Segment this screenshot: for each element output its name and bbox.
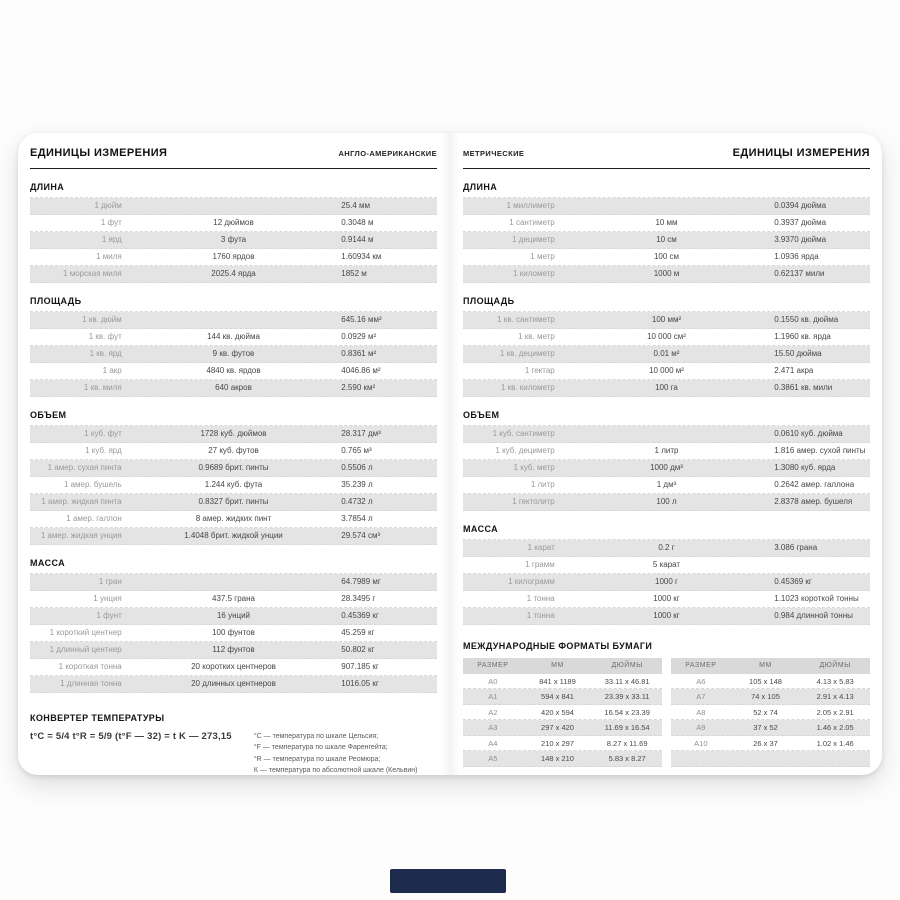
unit-value: 0.9144 м	[341, 235, 374, 244]
unit-equivalent: 0.8327 брит. пинты	[198, 497, 269, 506]
paper-cell: 841 х 1189	[539, 676, 576, 686]
unit-equivalent	[565, 198, 769, 214]
left-page-header	[30, 147, 437, 169]
table-row	[30, 443, 437, 460]
paper-row	[463, 674, 662, 690]
unit-equivalent: 1.4048 брит. жидкой унции	[184, 531, 283, 540]
table-row	[30, 329, 437, 346]
paper-cell: A0	[488, 676, 498, 686]
unit-name: 1 амер. жидкая пинта	[41, 497, 122, 506]
unit-value: 2.471 акра	[774, 366, 814, 375]
table-row	[463, 540, 870, 557]
unit-value: 4046.86 м²	[341, 366, 381, 375]
table-row	[463, 494, 870, 511]
section-title: ОБЪЕМ	[30, 410, 67, 420]
table-row	[463, 557, 870, 574]
unit-name: 1 гектар	[524, 366, 555, 375]
paper-cell: A4	[488, 738, 498, 748]
paper-cell: 33.11 х 46.81	[604, 676, 650, 686]
unit-equivalent: 5 карат	[652, 560, 681, 569]
table-row	[30, 511, 437, 528]
paper-cell: 1.46 х 2.05	[816, 723, 854, 732]
unit-table	[30, 197, 437, 283]
unit-value: 0.5506 л	[341, 463, 373, 472]
paper-formats-title: МЕЖДУНАРОДНЫЕ ФОРМАТЫ БУМАГИ	[463, 641, 653, 651]
paper-row	[671, 751, 870, 767]
temp-legend-line: °C — температура по шкале Цельсия;	[253, 733, 379, 740]
section-title: ПЛОЩАДЬ	[30, 296, 82, 306]
unit-equivalent: 10 мм	[655, 218, 678, 227]
unit-value: 1016.05 кг	[341, 679, 379, 688]
temp-legend-line: °R — температура по шкале Реомюра;	[253, 755, 381, 763]
table-row	[463, 249, 870, 266]
paper-row	[463, 689, 662, 705]
paper-formats-section	[463, 641, 870, 767]
paper-row	[671, 736, 870, 752]
unit-value: 1.816 амер. сухой пинты	[774, 446, 866, 455]
unit-name: 1 куб. метр	[513, 463, 555, 472]
paper-cell: 297 х 420	[541, 723, 574, 732]
paper-header-cell: ММ	[759, 662, 772, 669]
paper-cell: A8	[696, 707, 706, 717]
unit-name: 1 кв. километр	[500, 383, 555, 392]
paper-header-cell: ДЮЙМЫ	[611, 662, 643, 669]
unit-value: 0.3048 м	[341, 218, 374, 227]
paper-cell: A2	[488, 707, 498, 717]
unit-value: 0.4732 л	[341, 497, 373, 506]
notebook-spread	[18, 133, 882, 775]
paper-cell: 37 х 52	[753, 723, 778, 732]
paper-cell: 11.69 х 16.54	[604, 723, 650, 732]
unit-name: 1 миля	[96, 252, 122, 261]
unit-value: 0.1550 кв. дюйма	[774, 315, 839, 324]
table-row	[30, 266, 437, 283]
section	[463, 524, 870, 625]
section	[463, 410, 870, 511]
unit-value: 0.2642 амер. галлона	[774, 480, 855, 489]
unit-name: 1 гектолитр	[512, 497, 555, 506]
unit-equivalent: 100 фунтов	[212, 628, 255, 637]
paper-cell: 4.13 х 5.83	[816, 676, 854, 686]
unit-table	[30, 425, 437, 545]
temp-legend	[254, 731, 437, 776]
unit-equivalent: 1728 куб. дюймов	[200, 429, 267, 438]
paper-cell: A7	[696, 692, 706, 701]
table-row	[30, 625, 437, 642]
section-title: ДЛИНА	[30, 182, 65, 192]
unit-table	[463, 539, 870, 625]
paper-header-cell: ММ	[551, 662, 564, 669]
paper-row	[463, 751, 662, 767]
unit-value: 3.9370 дюйма	[774, 235, 827, 244]
paper-cell: 420 х 594	[541, 707, 574, 717]
unit-value: 1.0936 ярда	[774, 252, 819, 261]
paper-cell: 52 х 74	[753, 707, 778, 717]
unit-name: 1 куб. ярд	[85, 446, 122, 455]
table-row	[30, 249, 437, 266]
unit-equivalent: 20 длинных центнеров	[191, 679, 276, 688]
temp-converter-body	[30, 731, 437, 776]
table-row	[463, 443, 870, 460]
unit-value: 0.0610 куб. дюйма	[774, 429, 843, 438]
unit-value: 907.185 кг	[341, 662, 379, 671]
unit-value: 1.1023 короткой тонны	[774, 594, 859, 603]
table-row	[463, 266, 870, 283]
table-row	[30, 591, 437, 608]
paper-cell	[671, 751, 731, 766]
table-row	[463, 426, 870, 443]
unit-equivalent	[132, 574, 336, 590]
unit-name: 1 гран	[98, 577, 122, 586]
table-row	[463, 380, 870, 397]
table-row	[463, 232, 870, 249]
paper-header-cell: РАЗМЕР	[685, 662, 717, 669]
unit-value: 29.574 см³	[341, 531, 381, 540]
unit-value	[768, 557, 870, 573]
unit-name: 1 километр	[513, 269, 555, 278]
temp-formula: t°C = 5/4 t°R = 5/9 (t°F — 32) = t K — 273,15	[30, 731, 232, 742]
unit-name: 1 тонна	[526, 611, 555, 620]
paper-cell: 26 х 37	[753, 738, 778, 748]
paper-cell: 16.54 х 23.39	[604, 707, 650, 717]
table-row	[463, 477, 870, 494]
unit-equivalent: 2025.4 ярда	[211, 269, 256, 278]
unit-equivalent: 1000 г	[655, 577, 678, 586]
unit-name: 1 кв. сантиметр	[497, 315, 555, 324]
unit-equivalent: 100 мм²	[651, 315, 682, 324]
unit-equivalent: 0.9689 брит. пинты	[198, 463, 269, 472]
temp-legend-line: °F — температура по шкале Фаренгейта;	[253, 744, 388, 752]
unit-value: 0.45369 кг	[774, 577, 812, 586]
unit-value: 28.3495 г	[341, 594, 376, 603]
table-row	[30, 198, 437, 215]
unit-equivalent: 100 см	[653, 252, 680, 261]
unit-equivalent: 9 кв. футов	[212, 349, 255, 358]
unit-equivalent: 1760 ярдов	[212, 252, 255, 261]
unit-value: 2.8378 амер. бушеля	[774, 497, 853, 506]
unit-equivalent: 1000 кг	[653, 611, 680, 620]
paper-cell: A10	[694, 738, 708, 748]
unit-equivalent: 100 л	[656, 497, 677, 506]
table-row	[30, 494, 437, 511]
unit-equivalent: 112 фунтов	[212, 645, 255, 654]
unit-table	[463, 425, 870, 511]
paper-cell: 74 х 105	[751, 692, 780, 701]
unit-equivalent: 20 коротких центнеров	[191, 662, 276, 671]
unit-table	[30, 311, 437, 397]
paper-row	[671, 674, 870, 690]
table-row	[30, 642, 437, 659]
paper-row	[463, 736, 662, 752]
unit-equivalent: 4840 кв. ярдов	[206, 366, 261, 375]
right-sections	[463, 182, 870, 625]
table-row	[463, 312, 870, 329]
unit-name: 1 длинная тонна	[60, 679, 122, 688]
unit-equivalent	[565, 426, 769, 442]
unit-name: 1 кв. фут	[88, 332, 122, 341]
unit-table	[463, 311, 870, 397]
paper-cell: 210 х 297	[541, 738, 574, 748]
paper-cell: 105 х 148	[749, 676, 782, 686]
page-subtitle: МЕТРИЧЕСКИЕ	[463, 149, 525, 158]
unit-equivalent: 12 дюймов	[213, 218, 254, 227]
unit-name: 1 килограмм	[508, 577, 555, 586]
unit-value: 50.802 кг	[341, 645, 375, 654]
unit-value: 645.16 мм²	[341, 315, 382, 324]
unit-name: 1 морская миля	[63, 269, 122, 278]
section-title: МАССА	[30, 558, 66, 568]
notebook-cover-edge	[390, 869, 506, 893]
temperature-converter	[30, 713, 437, 776]
table-row	[30, 574, 437, 591]
unit-equivalent: 0.01 м²	[653, 349, 680, 358]
unit-name: 1 амер. галлон	[66, 514, 122, 523]
unit-value: 2.590 км²	[341, 383, 376, 392]
paper-tables	[463, 658, 870, 767]
unit-name: 1 длинный центнер	[49, 645, 122, 654]
table-row	[463, 574, 870, 591]
unit-name: 1 фунт	[96, 611, 122, 620]
unit-value: 0.0394 дюйма	[774, 201, 827, 210]
unit-value: 3.7854 л	[341, 514, 373, 523]
temp-legend-line: К — температура по абсолютной шкале (Кельвин)	[253, 766, 418, 774]
section-title: ПЛОЩАДЬ	[463, 296, 515, 306]
left-page	[18, 133, 450, 775]
table-row	[463, 346, 870, 363]
table-row	[30, 346, 437, 363]
table-row	[463, 591, 870, 608]
paper-cell: 5.83 х 8.27	[608, 754, 646, 763]
unit-value: 45.259 кг	[341, 628, 375, 637]
paper-cell	[800, 751, 870, 766]
table-row	[30, 477, 437, 494]
table-row	[30, 312, 437, 329]
unit-name: 1 миллиметр	[506, 201, 555, 210]
paper-cell: A5	[488, 754, 498, 763]
unit-name: 1 короткий центнер	[49, 628, 122, 637]
unit-name: 1 амер. бушель	[63, 480, 122, 489]
paper-row	[463, 720, 662, 736]
unit-name: 1 сантиметр	[509, 218, 555, 227]
table-row	[463, 460, 870, 477]
table-row	[30, 460, 437, 477]
section	[463, 296, 870, 397]
unit-equivalent: 10 000 м²	[649, 366, 684, 375]
section-title: ОБЪЕМ	[463, 410, 500, 420]
section	[30, 182, 437, 283]
unit-value: 0.8361 м²	[341, 349, 377, 358]
unit-equivalent: 100 га	[655, 383, 678, 392]
table-row	[30, 426, 437, 443]
unit-equivalent	[132, 312, 336, 328]
unit-name: 1 метр	[530, 252, 555, 261]
unit-equivalent: 1000 м	[653, 269, 680, 278]
paper-cell: 1.02 х 1.46	[816, 738, 854, 748]
table-row	[30, 608, 437, 625]
table-row	[30, 232, 437, 249]
table-row	[30, 659, 437, 676]
table-row	[30, 528, 437, 545]
unit-name: 1 ярд	[101, 235, 122, 244]
unit-equivalent: 1.244 куб. фута	[204, 480, 263, 489]
unit-value: 0.765 м³	[341, 446, 372, 455]
unit-equivalent: 1000 кг	[653, 594, 680, 603]
unit-value: 0.984 длинной тонны	[774, 611, 853, 620]
paper-cell: 2.91 х 4.13	[816, 692, 854, 701]
right-page	[450, 133, 882, 775]
temp-converter-title: КОНВЕРТЕР ТЕМПЕРАТУРЫ	[30, 713, 165, 723]
unit-name: 1 дециметр	[512, 235, 555, 244]
paper-row	[671, 720, 870, 736]
unit-value: 35.239 л	[341, 480, 373, 489]
unit-value: 3.086 грана	[774, 543, 818, 552]
table-row	[30, 676, 437, 693]
page-title: ЕДИНИЦЫ ИЗМЕРЕНИЯ	[732, 147, 870, 159]
unit-name: 1 фут	[100, 218, 122, 227]
paper-row	[671, 705, 870, 721]
unit-name: 1 короткая тонна	[58, 662, 122, 671]
unit-value: 0.3861 кв. мили	[774, 383, 833, 392]
unit-value: 28.317 дм³	[341, 429, 381, 438]
paper-cell: A6	[696, 676, 706, 686]
paper-header-row	[671, 658, 870, 674]
unit-value: 1852 м	[341, 269, 367, 278]
page-subtitle: АНГЛО-АМЕРИКАНСКИЕ	[338, 149, 437, 158]
unit-name: 1 тонна	[526, 594, 555, 603]
unit-name: 1 кв. ярд	[89, 349, 122, 358]
unit-equivalent: 3 фута	[220, 235, 247, 244]
unit-name: 1 кв. дюйм	[82, 315, 122, 324]
table-row	[463, 608, 870, 625]
unit-name: 1 унция	[93, 594, 122, 603]
unit-equivalent: 437.5 грана	[212, 594, 255, 603]
unit-name: 1 дюйм	[94, 201, 122, 210]
section	[30, 296, 437, 397]
paper-cell: A1	[488, 692, 498, 701]
unit-equivalent: 0.2 г	[658, 543, 675, 552]
unit-value: 0.3937 дюйма	[774, 218, 827, 227]
table-row	[463, 363, 870, 380]
unit-name: 1 кв. метр	[518, 332, 555, 341]
table-row	[463, 198, 870, 215]
paper-cell	[731, 751, 801, 766]
unit-equivalent: 16 унций	[216, 611, 251, 620]
unit-equivalent: 1000 дм³	[650, 463, 683, 472]
paper-table-a0-a5	[463, 658, 662, 767]
paper-header-cell: ДЮЙМЫ	[819, 662, 851, 669]
paper-cell: 594 х 841	[541, 692, 574, 701]
table-row	[463, 329, 870, 346]
right-page-header	[463, 147, 870, 169]
unit-equivalent: 27 куб. футов	[208, 446, 259, 455]
unit-name: 1 амер. сухая пинта	[47, 463, 122, 472]
unit-equivalent: 144 кв. дюйма	[207, 332, 260, 341]
paper-row	[463, 705, 662, 721]
unit-table	[30, 573, 437, 693]
unit-value: 1.3080 куб. ярда	[774, 463, 836, 472]
paper-row	[671, 689, 870, 705]
section-title: ДЛИНА	[463, 182, 498, 192]
unit-name: 1 акр	[102, 366, 122, 375]
section	[30, 558, 437, 693]
unit-equivalent: 1 дм³	[656, 480, 677, 489]
unit-value: 64.7989 мг	[341, 577, 381, 586]
unit-value: 1.60934 км	[341, 252, 382, 261]
left-sections	[30, 182, 437, 693]
paper-cell: 148 х 210	[541, 754, 574, 763]
unit-equivalent: 640 акров	[215, 383, 252, 392]
section	[463, 182, 870, 283]
unit-value: 0.45369 кг	[341, 611, 379, 620]
paper-cell: 2.05 х 2.91	[816, 707, 854, 717]
unit-equivalent: 1 литр	[654, 446, 679, 455]
unit-equivalent	[132, 198, 336, 214]
table-row	[30, 363, 437, 380]
unit-name: 1 куб. фут	[84, 429, 122, 438]
unit-name: 1 литр	[530, 480, 555, 489]
unit-value: 25.4 мм	[341, 201, 371, 210]
unit-name: 1 амер. жидкая унция	[40, 531, 122, 540]
table-row	[463, 215, 870, 232]
unit-value: 0.0929 м²	[341, 332, 377, 341]
unit-name: 1 карат	[527, 543, 555, 552]
paper-cell: A3	[488, 723, 498, 732]
unit-value: 0.62137 мили	[774, 269, 825, 278]
unit-value: 15.50 дюйма	[774, 349, 822, 358]
section-title: МАССА	[463, 524, 499, 534]
table-row	[30, 215, 437, 232]
unit-name: 1 кв. дециметр	[499, 349, 555, 358]
unit-name: 1 грамм	[525, 560, 555, 569]
paper-cell: 8.27 х 11.69	[606, 738, 648, 748]
unit-name: 1 кв. миля	[83, 383, 122, 392]
paper-cell: 23.39 х 33.11	[604, 692, 650, 701]
unit-name: 1 куб. сантиметр	[492, 429, 555, 438]
section	[30, 410, 437, 545]
paper-header-cell: РАЗМЕР	[477, 662, 509, 669]
paper-table-a6-a10	[671, 658, 870, 767]
unit-equivalent: 10 000 см²	[647, 332, 686, 341]
unit-equivalent: 10 см	[656, 235, 677, 244]
unit-equivalent: 8 амер. жидких пинт	[195, 514, 272, 523]
unit-value: 1.1960 кв. ярда	[774, 332, 831, 341]
paper-header-row	[463, 658, 662, 674]
paper-cell: A9	[696, 723, 706, 732]
unit-table	[463, 197, 870, 283]
unit-name: 1 куб. дециметр	[495, 446, 555, 455]
page-title: ЕДИНИЦЫ ИЗМЕРЕНИЯ	[30, 147, 168, 159]
table-row	[30, 380, 437, 397]
